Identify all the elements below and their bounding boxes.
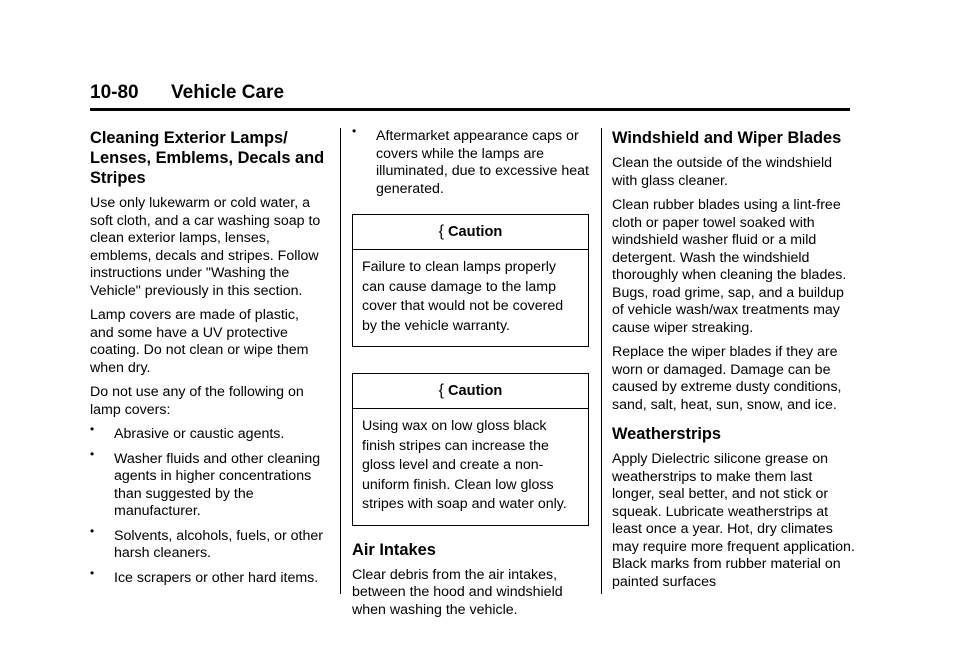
caution-text: Using wax on low gloss black finish stripes can increase the gloss level and create a non-uniform finish. Clean low gloss stripes with soap and water only. (362, 418, 567, 512)
bullet-list (352, 124, 589, 198)
bullet-icon: • (352, 124, 357, 138)
paragraph: Do not use any of the following on lamp covers: (90, 384, 304, 418)
column-divider (340, 128, 341, 594)
paragraph: Clean the outside of the windshield with glass cleaner. (612, 155, 833, 189)
caution-title: Caution (448, 383, 503, 399)
caution-box (352, 214, 589, 347)
page-number: 10-80 (90, 82, 139, 103)
caution-title: Caution (448, 224, 503, 240)
caution-text: Failure to clean lamps properly can cause damage to the lamp cover that would not be covered by the vehicle warranty. (362, 259, 564, 334)
list-item: • Aftermarket appearance caps or covers while the lamps are illuminated, due to excessive heat generated. (352, 124, 589, 197)
caution-icon: { (438, 382, 444, 399)
caution-icon: { (438, 223, 444, 240)
heading-air-intakes: Air Intakes (352, 540, 436, 559)
list-item: • Ice scrapers or other hard items. (90, 565, 319, 586)
column-1 (90, 128, 326, 594)
list-item: • Abrasive or caustic agents. (90, 422, 285, 442)
page-header (90, 82, 850, 111)
bullet-icon: • (90, 446, 95, 461)
paragraph: Apply Dielectric silicone grease on weatherstrips to make them last longer, seal better, and not stick or squeak. Lubricate weatherstrips at least once a year. Hot, dry climates may require more frequent application. Black marks from rubber material on painted surfaces (612, 451, 855, 590)
heading-windshield-wiper-blades: Windshield and Wiper Blades (612, 129, 842, 147)
section-title: Vehicle Care (171, 82, 285, 103)
bullet-list (90, 422, 326, 587)
heading-weatherstrips: Weatherstrips (612, 425, 722, 443)
column-2 (352, 124, 589, 626)
paragraph: Clear debris from the air intakes, between the hood and windshield when washing the vehicle. (352, 566, 563, 618)
paragraph: Replace the wiper blades if they are worn or damaged. Damage can be caused by extreme dusty conditions, sand, salt, heat, sun, snow, and ice. (612, 344, 842, 413)
column-3 (612, 128, 857, 598)
bullet-icon: • (90, 523, 95, 538)
column-divider (601, 128, 602, 594)
bullet-icon: • (90, 422, 95, 436)
caution-box (352, 373, 589, 526)
heading-cleaning-exterior-lamps: Cleaning Exterior Lamps/ Lenses, Emblems, Decals and Stripes (90, 129, 325, 187)
paragraph: Clean rubber blades using a lint-free cloth or paper towel soaked with windshield washer fluid or a mild detergent. Wash the windshield thoroughly when cleaning the blades. Bugs, road grime, sap, and a buildup of vehicle wash/wax treatments may cause wiper streaking. (612, 197, 847, 336)
paragraph: Use only lukewarm or cold water, a soft cloth, and a car washing soap to clean exterior lamps, lenses, emblems, decals and stripes. Follow instructions under "Washing the Vehicle" previously in this section. (90, 195, 321, 299)
caution-header (353, 215, 588, 250)
paragraph: Lamp covers are made of plastic, and some have a UV protective coating. Do not clean or wipe them when dry. (90, 307, 309, 376)
bullet-icon: • (90, 565, 95, 580)
list-item: • Solvents, alcohols, fuels, or other harsh cleaners. (90, 523, 323, 561)
caution-header (353, 374, 588, 409)
list-item: • Washer fluids and other cleaning agents in higher concentrations than suggested by the manufacturer. (90, 446, 321, 519)
